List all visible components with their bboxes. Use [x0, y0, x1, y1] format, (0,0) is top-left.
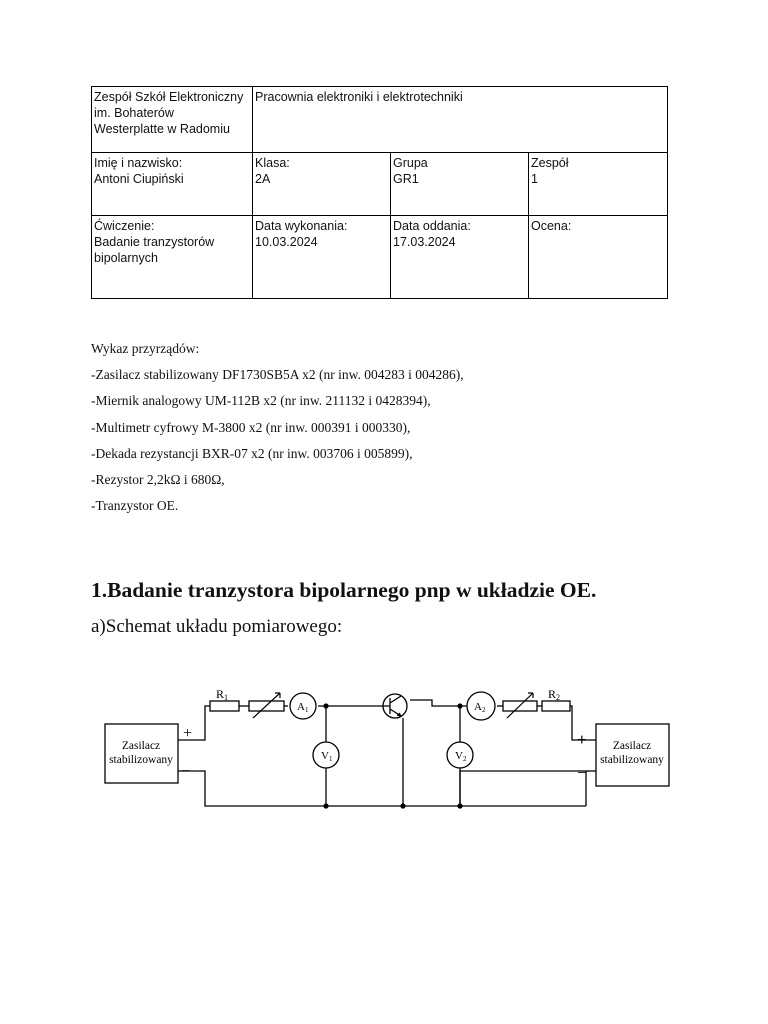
left-supply-label-line1: Zasilacz: [121, 740, 161, 752]
date-submit-label: Data oddania:: [393, 219, 471, 233]
exercise-cell: [92, 216, 253, 299]
header-row-school: [92, 87, 668, 153]
group-value: GR1: [393, 172, 419, 186]
transistor-icon: [382, 694, 407, 718]
school-name-line: Zespół Szkół Elektroniczny: [94, 90, 244, 104]
r2-label: R2: [548, 687, 561, 702]
equipment-item: -Multimetr cyfrowy M-3800 x2 (nr inw. 000391 i 000330),: [91, 419, 411, 435]
equipment-item: -Zasilacz stabilizowany DF1730SB5A x2 (nr inw. 004283 i 004286),: [91, 367, 464, 383]
junction-dot: [323, 803, 328, 808]
a2-label: A2: [474, 701, 486, 714]
resistor-r2: [542, 701, 570, 711]
school-cell: [92, 87, 253, 153]
junction-dot: [457, 803, 462, 808]
subsection-title: a)Schemat układu pomiarowego:: [91, 616, 343, 637]
group-cell: [391, 153, 529, 216]
team-label: Zespół: [531, 156, 569, 170]
header-row-exercise: [92, 216, 668, 299]
equipment-item: -Tranzystor OE.: [91, 498, 179, 514]
left-supply-plus: +: [183, 725, 193, 742]
group-label: Grupa: [393, 156, 428, 170]
right-supply-label-line2: stabilizowany: [600, 754, 664, 766]
a1-label: A1: [297, 701, 309, 714]
school-name-line: Westerplatte w Radomiu: [94, 122, 230, 136]
r1-label: R1: [216, 687, 229, 702]
circuit-wires: [178, 700, 596, 806]
equipment-item: -Rezystor 2,2kΩ i 680Ω,: [91, 471, 225, 487]
right-supply-minus: −: [577, 763, 587, 782]
left-supply-label-line2: stabilizowany: [109, 754, 173, 766]
junction-dots: [323, 703, 462, 808]
date-submit-cell: [391, 216, 529, 299]
class-cell: [253, 153, 391, 216]
right-supply-plus: +: [577, 730, 587, 749]
equipment-item: -Dekada rezystancji BXR-07 x2 (nr inw. 003706 i 005899),: [91, 445, 413, 461]
lab-cell: [253, 87, 668, 153]
date-done-label: Data wykonania:: [255, 219, 348, 233]
equipment-list: [91, 341, 464, 524]
date-done-cell: [253, 216, 391, 299]
name-cell: [92, 153, 253, 216]
class-value: 2A: [255, 172, 271, 186]
equipment-heading: Wykaz przyrządów:: [91, 341, 200, 356]
left-supply-minus: −: [181, 763, 191, 780]
junction-dot: [400, 803, 405, 808]
equipment-item: -Miernik analogowy UM-112B x2 (nr inw. 211132 i 0428394),: [91, 393, 431, 409]
grade-cell: [529, 216, 668, 299]
resistor-r1: [210, 701, 239, 711]
team-value: 1: [531, 172, 538, 186]
exercise-label: Ćwiczenie:: [94, 219, 155, 233]
header-row-student: [92, 153, 668, 216]
section-title: 1.Badanie tranzystora bipolarnego pnp w układzie OE.: [91, 578, 597, 602]
date-submit-value: 17.03.2024: [393, 235, 456, 249]
exercise-title-line: Badanie tranzystorów: [94, 235, 215, 249]
junction-dot: [457, 703, 462, 708]
exercise-title-line: bipolarnych: [94, 251, 158, 265]
lab-name: Pracownia elektroniki i elektrotechniki: [255, 90, 463, 104]
date-done-value: 10.03.2024: [255, 235, 318, 249]
name-label: Imię i nazwisko:: [94, 156, 183, 170]
junction-dot: [323, 703, 328, 708]
right-supply-label-line1: Zasilacz: [612, 740, 652, 752]
team-cell: [529, 153, 668, 216]
school-name-line: im. Bohaterów: [94, 106, 174, 120]
circuit-diagram: [96, 680, 676, 820]
class-label: Klasa:: [255, 156, 290, 170]
grade-label: Ocena:: [531, 219, 572, 233]
name-value: Antoni Ciupiński: [94, 172, 184, 186]
v1-label: V1: [321, 750, 333, 763]
header-table: [91, 86, 668, 299]
v2-label: V2: [455, 750, 467, 763]
